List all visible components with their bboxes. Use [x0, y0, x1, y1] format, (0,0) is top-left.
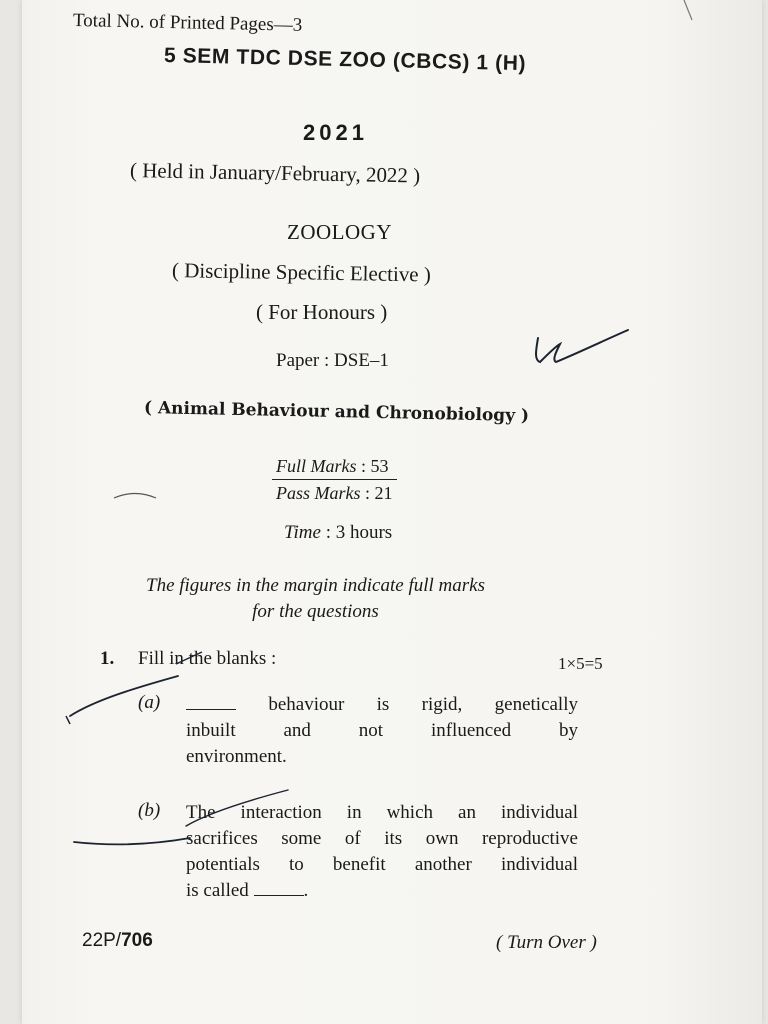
printed-pages-line: Total No. of Printed Pages—3 — [72, 10, 303, 36]
item-a-line-1 — [186, 692, 578, 718]
pass-marks-value: : 21 — [360, 483, 393, 503]
item-b-label: (b) — [138, 800, 161, 821]
full-marks-value: : 53 — [356, 456, 389, 476]
marks-box — [272, 456, 397, 504]
item-b-after-blank: . — [303, 880, 309, 901]
item-b-line-2: sacrifices some of its own reproductive — [186, 828, 578, 849]
item-b-line-3: potentials to benefit another individual — [186, 854, 578, 875]
honours-line: ( For Honours ) — [256, 300, 388, 324]
subject-title: ZOOLOGY — [287, 220, 392, 244]
held-date: ( Held in January/February, 2022 ) — [129, 158, 421, 188]
paper-code-prefix: 22P/ — [82, 930, 122, 951]
item-b-before-blank: is called — [186, 880, 249, 901]
course-title: ( Animal Behaviour and Chronobiology ) — [143, 398, 530, 427]
full-marks — [272, 456, 397, 480]
discipline-line: ( Discipline Specific Elective ) — [171, 258, 432, 287]
item-a-after-blank: behaviour is rigid, genetically — [268, 694, 578, 715]
pass-marks — [272, 480, 397, 504]
blank-line — [186, 695, 236, 710]
paper-line: Paper : DSE–1 — [276, 350, 389, 371]
full-marks-label: Full Marks — [276, 456, 357, 476]
item-a-line-2: inbuilt and not influenced by — [186, 720, 578, 741]
blank-line — [254, 881, 304, 896]
question-number: 1. — [100, 648, 115, 669]
time-value: : 3 hours — [320, 522, 393, 543]
turn-over-label: ( Turn Over ) — [496, 932, 597, 953]
question-text: Fill in the blanks : — [138, 648, 277, 669]
paper-code-number: 706 — [121, 930, 153, 951]
time-line — [284, 522, 392, 544]
pass-marks-label: Pass Marks — [276, 483, 361, 503]
course-code: 5 SEM TDC DSE ZOO (CBCS) 1 (H) — [163, 44, 527, 76]
item-b-line-1: The interaction in which an individual — [186, 802, 578, 823]
item-b-line-4 — [186, 878, 578, 904]
item-a-text — [186, 692, 578, 770]
item-b-text — [186, 800, 578, 904]
time-label: Time — [284, 522, 321, 543]
paper-code — [82, 930, 153, 952]
instructions-line-1: The figures in the margin indicate full marks — [146, 575, 485, 596]
exam-year: 2021 — [303, 120, 368, 145]
item-a-label: (a) — [138, 692, 161, 713]
item-a-line-3: environment. — [186, 746, 287, 767]
instructions-note — [146, 573, 485, 625]
instructions-line-2: for the questions — [252, 601, 379, 622]
question-marks: 1×5=5 — [558, 654, 603, 673]
